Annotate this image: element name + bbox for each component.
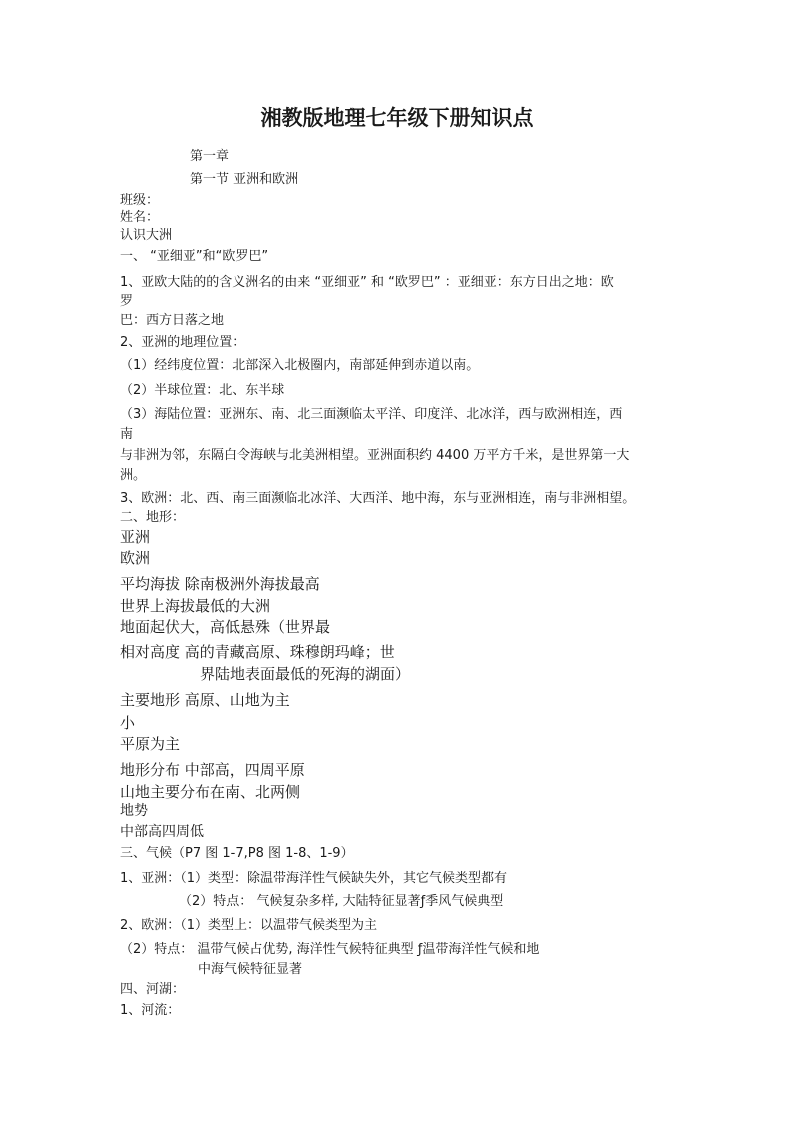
- table-cell: 地势: [120, 803, 148, 819]
- text-line: （2）特点： 温带气候占优势, 海洋性气候特征典型 ƒ温带海洋性气候和地: [120, 942, 540, 957]
- table-cell: 中部高四周低: [120, 824, 204, 840]
- text-line: 中海气候特征显著: [198, 962, 303, 977]
- text-line: 1、亚欧大陆的的含义洲名的由来 “亚细亚” 和 “欧罗巴” ：亚细亚：东方日出之地：欧: [120, 275, 614, 290]
- section-heading: 第一节 亚洲和欧洲: [190, 172, 299, 187]
- text-line: （3）海陆位置：亚洲东、南、北三面濒临太平洋、印度洋、北冰洋，西与欧洲相连，西: [120, 407, 623, 422]
- text-line: （2）半球位置：北、东半球: [120, 383, 285, 398]
- table-cell: 地形分布 中部高，四周平原: [120, 761, 305, 779]
- table-cell: 小: [120, 714, 136, 732]
- text-line: 1、亚洲：（1）类型：除温带海洋性气候缺失外，其它气候类型都有: [120, 871, 508, 886]
- chapter-heading: 第一章: [190, 149, 230, 164]
- text-line: 罗: [120, 294, 134, 309]
- table-cell: 平原为主: [120, 735, 181, 753]
- text-line: 巴：西方日落之地: [120, 313, 225, 328]
- table-cell: 界陆地表面最低的死海的湖面）: [200, 665, 411, 683]
- table-cell: 山地主要分布在南、北两侧: [120, 783, 301, 801]
- heading-line: 四、河湖：: [120, 982, 186, 997]
- table-cell: 世界上海拔最低的大洲: [120, 597, 271, 615]
- text-line: （2）特点： 气候复杂多样, 大陆特征显著ƒ季风气候典型: [179, 894, 504, 909]
- table-cell: 亚洲: [120, 528, 151, 546]
- table-cell: 欧洲: [120, 549, 151, 567]
- class-label: 班级：: [120, 193, 160, 208]
- table-cell: 地面起伏大，高低悬殊（世界最: [120, 618, 331, 636]
- text-line: （1）经纬度位置：北部深入北极圈内，南部延伸到赤道以南。: [120, 358, 480, 373]
- table-cell: 相对高度 高的青藏高原、珠穆朗玛峰；世: [120, 643, 395, 661]
- table-cell: 平均海拔 除南极洲外海拔最高: [120, 575, 320, 593]
- heading-line: 三、气候（P7 图 1-7,P8 图 1-8、1-9）: [120, 846, 354, 861]
- text-line: 认识大洲: [120, 228, 173, 243]
- name-label: 姓名：: [120, 210, 160, 225]
- text-line: 南: [120, 427, 134, 442]
- table-cell: 主要地形 高原、山地为主: [120, 691, 290, 709]
- text-line: 洲。: [120, 468, 147, 483]
- heading-line: 一、 “亚细亚”和“欧罗巴”: [120, 249, 269, 264]
- text-line: 3、欧洲：北、西、南三面濒临北冰洋、大西洋、地中海，东与亚洲相连，南与非洲相望。: [120, 491, 636, 506]
- document-title: 湘教版地理七年级下册知识点: [260, 106, 534, 130]
- text-line: 2、亚洲的地理位置：: [120, 335, 246, 350]
- text-line: 1、河流：: [120, 1003, 181, 1018]
- heading-line: 二、地形：: [120, 510, 186, 525]
- text-line: 与非洲为邻，东隔白令海峡与北美洲相望。亚洲面积约 4400 万平方千米，是世界第一大: [120, 448, 630, 463]
- text-line: 2、欧洲：（1）类型上：以温带气候类型为主: [120, 918, 378, 933]
